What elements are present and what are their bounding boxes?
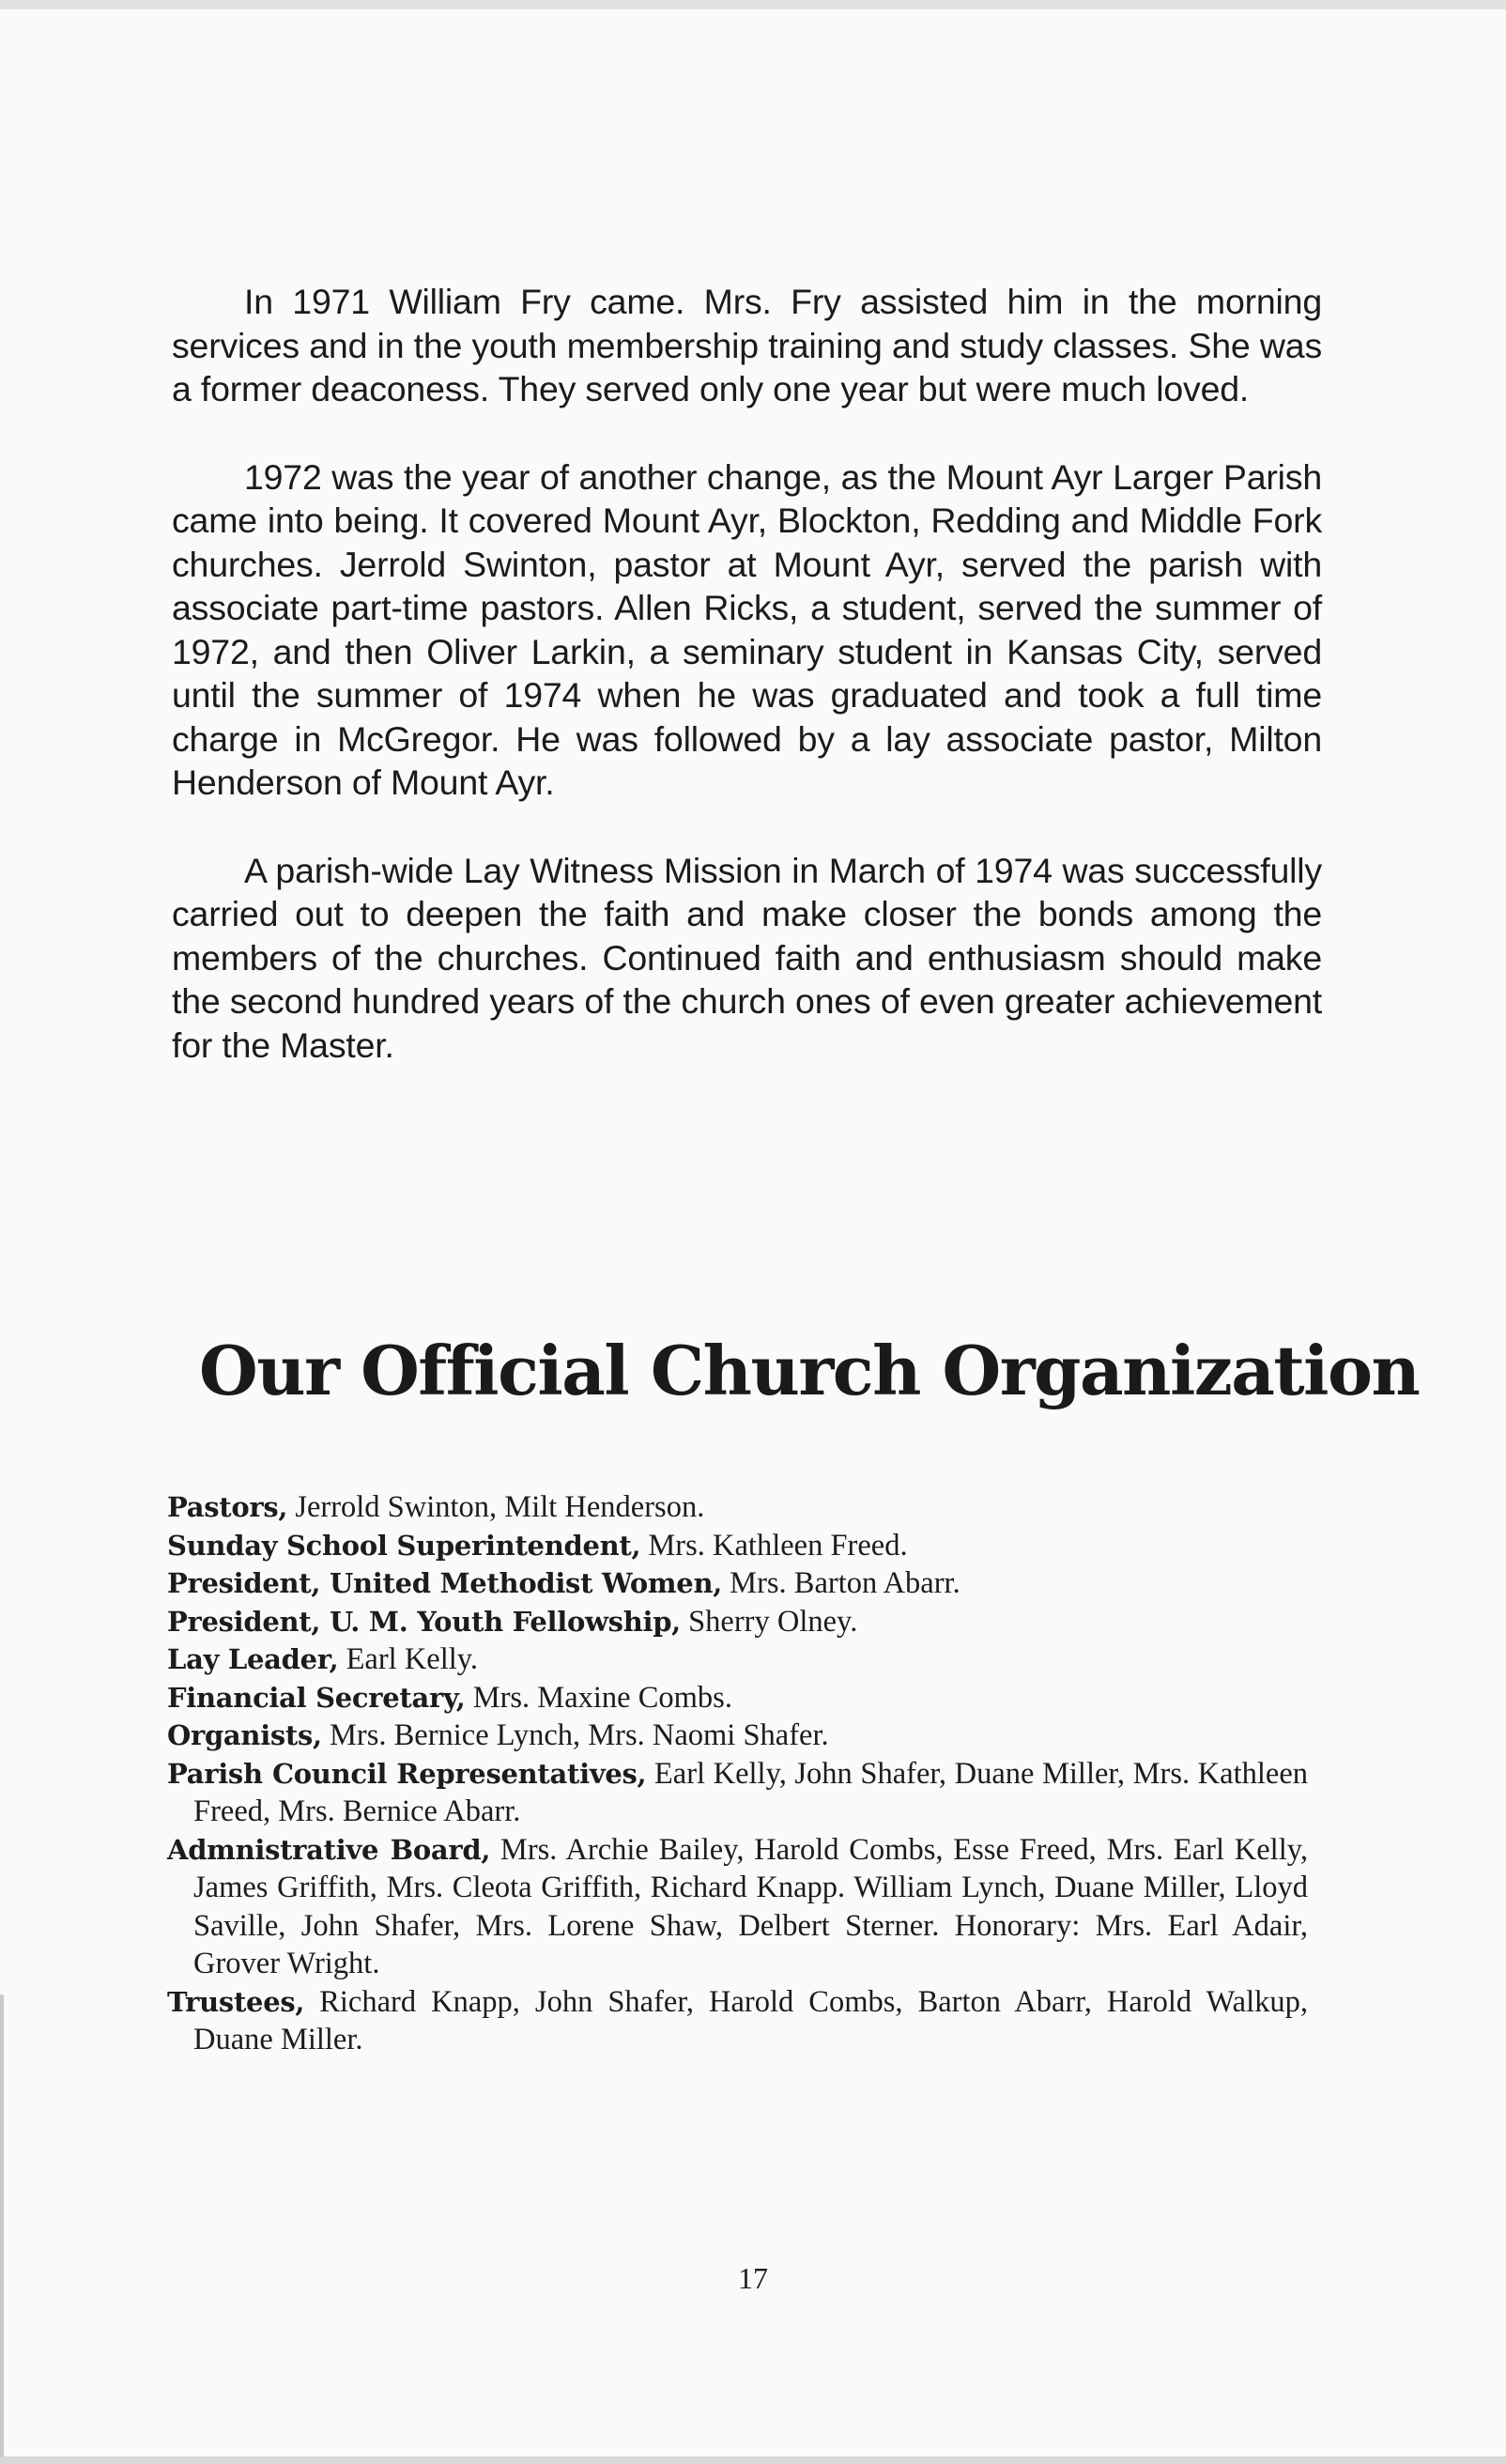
org-role: Sunday School Superintendent, [167, 1529, 641, 1562]
org-names: Sherry Olney. [688, 1604, 858, 1639]
org-entry-organists [167, 1717, 1308, 1755]
org-entry-umw-president [167, 1564, 1308, 1603]
org-entry-trustees [167, 1983, 1308, 2059]
org-entry-pastors [167, 1488, 1308, 1527]
org-names: Earl Kelly. [346, 1642, 479, 1676]
org-names: Earl Kelly, John Shafer, Duane Miller, Mrs. Kathleen Freed, Mrs. Bernice Abarr. [193, 1756, 1308, 1828]
scan-edge-left [0, 1994, 4, 2464]
scan-edge-bottom [0, 2456, 1506, 2464]
org-role: Admnistrative Board, [167, 1833, 491, 1866]
page-number: 17 [738, 2261, 768, 2295]
org-names: Mrs. Bernice Lynch, Mrs. Naomi Shafer. [329, 1718, 829, 1752]
org-entry-parish-council [167, 1755, 1308, 1831]
org-role: Trustees, [167, 1985, 305, 2018]
org-entry-financial-secretary [167, 1679, 1308, 1717]
org-role: Pastors, [167, 1491, 288, 1523]
org-names: Mrs. Barton Abarr. [730, 1566, 960, 1600]
org-names: Mrs. Archie Bailey, Harold Combs, Esse Freed, Mrs. Earl Kelly, James Griffith, Mrs. Cleota Griffith, Richard Knapp. William Lynch, Duane Miller, Lloyd Saville, John Shafer, Mrs. Lorene Shaw, Delbert Sterner. Honorary: Mrs. Earl Adair, Grover Wright. [193, 1832, 1308, 1980]
org-entry-youth-president [167, 1603, 1308, 1641]
org-names: Richard Knapp, John Shafer, Harold Combs, Barton Abarr, Harold Walkup, Duane Miller. [193, 1984, 1308, 2056]
org-names: Mrs. Maxine Combs. [472, 1680, 732, 1715]
org-role: President, United Methodist Women, [167, 1567, 723, 1599]
org-role: Lay Leader, [167, 1643, 339, 1675]
paragraph-lay-witness: A parish-wide Lay Witness Mission in March of 1974 was successfully carried out to deepen the faith and make closer the bonds among the members of the churches. Continued faith and enthusiasm should make the second hundred years of the church ones of even greater achievement for the Master. [172, 850, 1322, 1065]
org-role: President, U. M. Youth Fellowship, [167, 1605, 681, 1638]
org-names: Mrs. Kathleen Freed. [648, 1528, 908, 1563]
org-entry-administrative-board [167, 1831, 1308, 1983]
scan-edge-top [0, 0, 1506, 9]
org-entry-lay-leader [167, 1640, 1308, 1679]
org-role: Organists, [167, 1719, 322, 1751]
organization-list [167, 1488, 1308, 2059]
paragraph-1971: In 1971 William Fry came. Mrs. Fry assisted him in the morning services and in the youth membership training and study classes. She was a former deaconess. They served only one year but were much loved. [172, 282, 1322, 408]
org-entry-sunday-school [167, 1527, 1308, 1565]
org-role: Parish Council Representatives, [167, 1757, 647, 1790]
section-title: Our Official Church Organization [199, 1331, 1420, 1410]
paragraph-1972: 1972 was the year of another change, as the Mount Ayr Larger Parish came into being. It covered Mount Ayr, Blockton, Redding and Middle Fork churches. Jerrold Swinton, pastor at Mount Ayr, served the parish with associate part-time pastors. Allen Ricks, a student, served the summer of 1972, and then Oliver Larkin, a seminary student in Kansas City, served until the summer of 1974 when he was graduated and took a full time charge in McGregor. He was followed by a lay associate pastor, Milton Henderson of Mount Ayr. [172, 456, 1322, 802]
org-role: Financial Secretary, [167, 1681, 466, 1714]
history-text [172, 280, 1322, 1067]
org-names: Jerrold Swinton, Milt Henderson. [295, 1490, 705, 1524]
